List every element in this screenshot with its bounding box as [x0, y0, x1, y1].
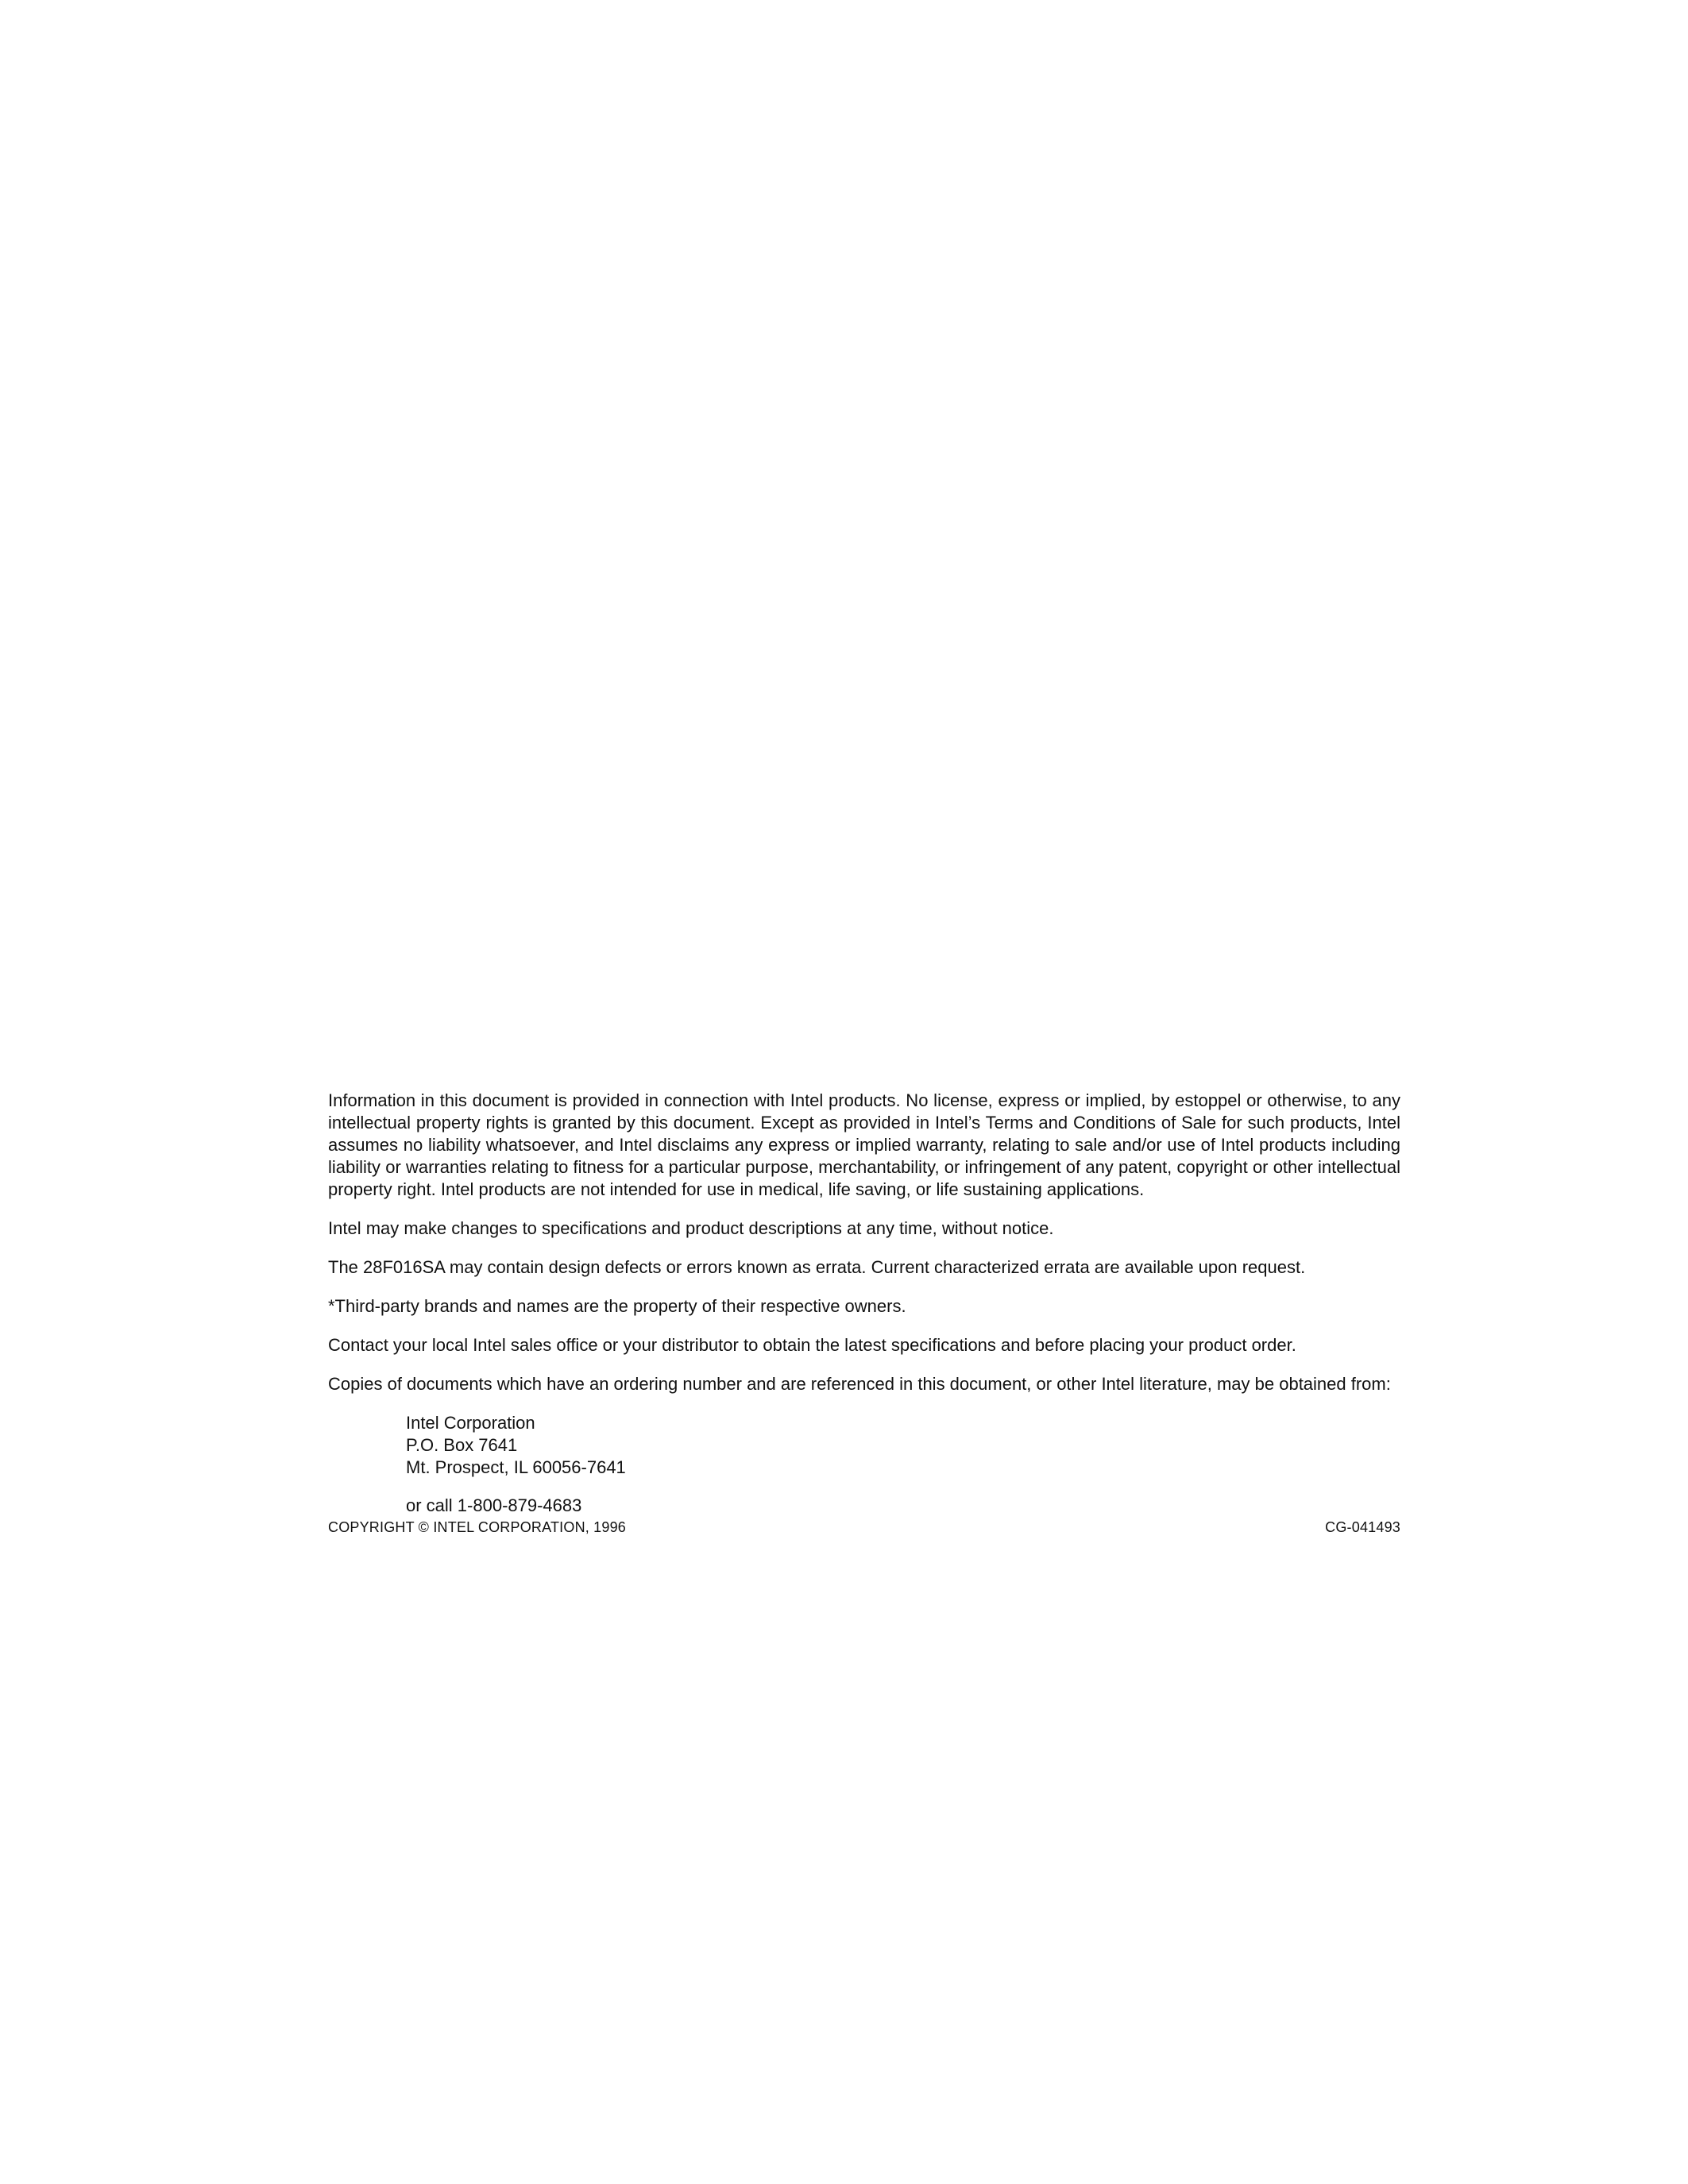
changes-paragraph: Intel may make changes to specifications and product descriptions at any time, without notice. — [328, 1218, 1054, 1238]
address-city: Mt. Prospect, IL 60056-7641 — [406, 1457, 626, 1477]
legal-notice — [328, 1090, 1400, 1537]
trademark-paragraph: *Third-party brands and names are the property of their respective owners. — [328, 1296, 906, 1316]
footer — [328, 1518, 1400, 1537]
mailing-address — [406, 1412, 1400, 1479]
disclaimer-paragraph: Information in this document is provided in connection with Intel products. No license, express or implied, by estoppel or otherwise, to any intellectual property rights is granted by this document. Except as provided in Intel’s Terms and Conditions of Sale for such products, Intel assumes no liability whatsoever, and Intel disclaims any express or implied warranty, relating to sale and/or use of Intel products including liability or warranties relating to fitness for a particular purpose, merchantability, or infringement of any patent, copyright or other intellectual property right. Intel products are not intended for use in medical, life saving, or life sustaining applications. — [328, 1090, 1400, 1199]
address-po-box: P.O. Box 7641 — [406, 1435, 518, 1455]
copies-paragraph: Copies of documents which have an ordering number and are referenced in this document, or other Intel literature, may be obtained from: — [328, 1374, 1391, 1394]
copyright-notice: COPYRIGHT © INTEL CORPORATION, 1996 — [328, 1519, 627, 1535]
phone-line: or call 1-800-879-4683 — [406, 1495, 582, 1515]
errata-paragraph: The 28F016SA may contain design defects or errors known as errata. Current characterized errata are available upon request. — [328, 1257, 1306, 1277]
address-company: Intel Corporation — [406, 1413, 535, 1433]
contact-paragraph: Contact your local Intel sales office or your distributor to obtain the latest specifications and before placing your product order. — [328, 1335, 1296, 1355]
document-code: CG-041493 — [1325, 1519, 1400, 1535]
